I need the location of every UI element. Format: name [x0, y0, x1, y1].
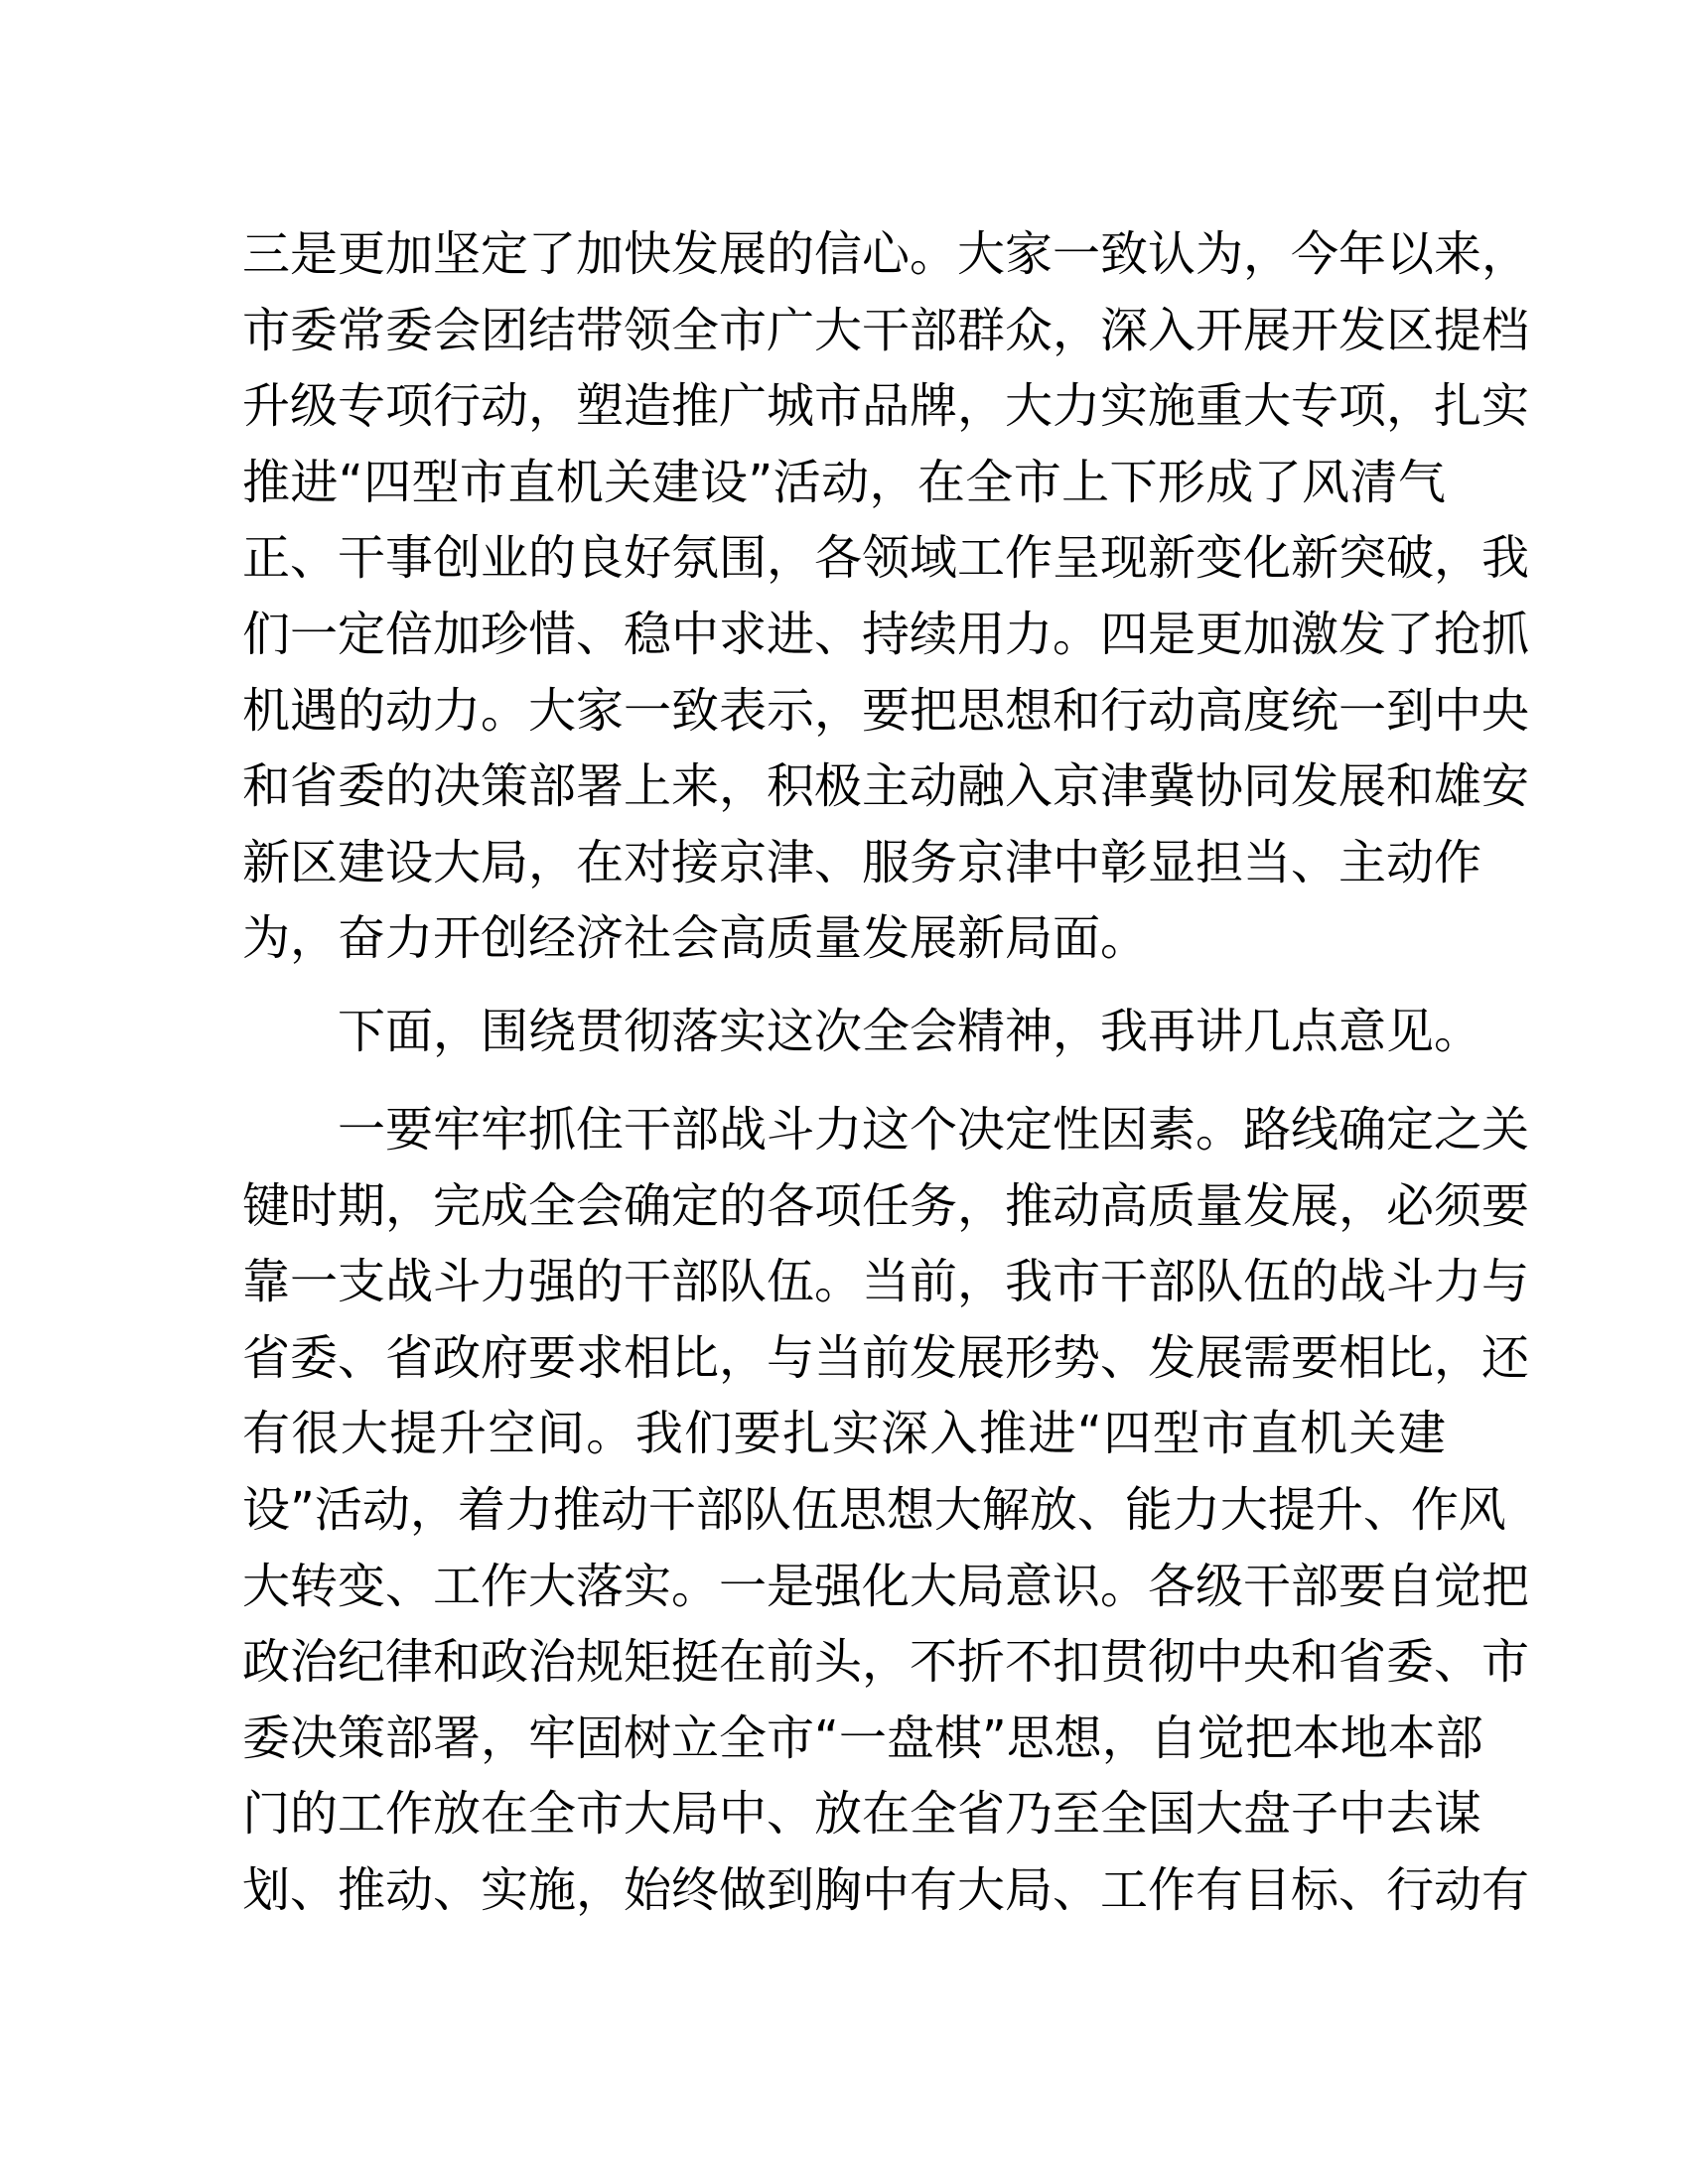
text-line: 政治纪律和政治规矩挺在前头，不折不扣贯彻中央和省委、市	[242, 1634, 1530, 1691]
text-line: 市委常委会团结带领全市广大干部群众，深入开展开发区提档	[242, 302, 1530, 358]
text-line: 一要牢牢抓住干部战斗力这个决定性因素。路线确定之关	[338, 1102, 1530, 1158]
text-line: 靠一支战斗力强的干部队伍。当前，我市干部队伍的战斗力与	[242, 1254, 1530, 1310]
text-line: 键时期，完成全会确定的各项任务，推动高质量发展，必须要	[242, 1177, 1530, 1234]
text-line: 推进“四型市直机关建设”活动，在全市上下形成了风清气	[242, 454, 1446, 510]
text-line: 有很大提升空间。我们要扎实深入推进“四型市直机关建	[242, 1406, 1446, 1462]
paragraph-2	[242, 994, 1482, 1070]
text-line: 省委、省政府要求相比，与当前发展形势、发展需要相比，还	[242, 1329, 1530, 1386]
text-line: 三是更加坚定了加快发展的信心。大家一致认为，今年以来，	[242, 226, 1530, 282]
paragraph-1	[242, 216, 1530, 977]
text-line: 设”活动，着力推动干部队伍思想大解放、能力大提升、作风	[242, 1481, 1506, 1538]
text-line: 大转变、工作大落实。一是强化大局意识。各级干部要自觉把	[242, 1558, 1530, 1614]
text-line: 升级专项行动，塑造推广城市品牌，大力实施重大专项，扎实	[242, 378, 1530, 435]
text-line: 机遇的动力。大家一致表示，要把思想和行动高度统一到中央	[242, 682, 1530, 739]
text-line: 划、推动、实施，始终做到胸中有大局、工作有目标、行动有	[242, 1861, 1530, 1918]
text-line: 为，奋力开创经济社会高质量发展新局面。	[242, 910, 1149, 967]
text-line: 新区建设大局，在对接京津、服务京津中彰显担当、主动作	[242, 834, 1482, 890]
text-line: 委决策部署，牢固树立全市“一盘棋”思想，自觉把本地本部	[242, 1709, 1483, 1766]
text-line: 正、干事创业的良好氛围，各领域工作呈现新变化新突破，我	[242, 530, 1530, 587]
text-line: 和省委的决策部署上来，积极主动融入京津冀协同发展和雄安	[242, 758, 1530, 815]
text-line: 下面，围绕贯彻落实这次全会精神，我再讲几点意见。	[338, 1004, 1482, 1059]
text-line: 们一定倍加珍惜、稳中求进、持续用力。四是更加激发了抢抓	[242, 606, 1530, 662]
paragraph-3	[242, 1092, 1530, 1929]
text-line: 门的工作放在全市大局中、放在全省乃至全国大盘子中去谋	[242, 1786, 1482, 1843]
